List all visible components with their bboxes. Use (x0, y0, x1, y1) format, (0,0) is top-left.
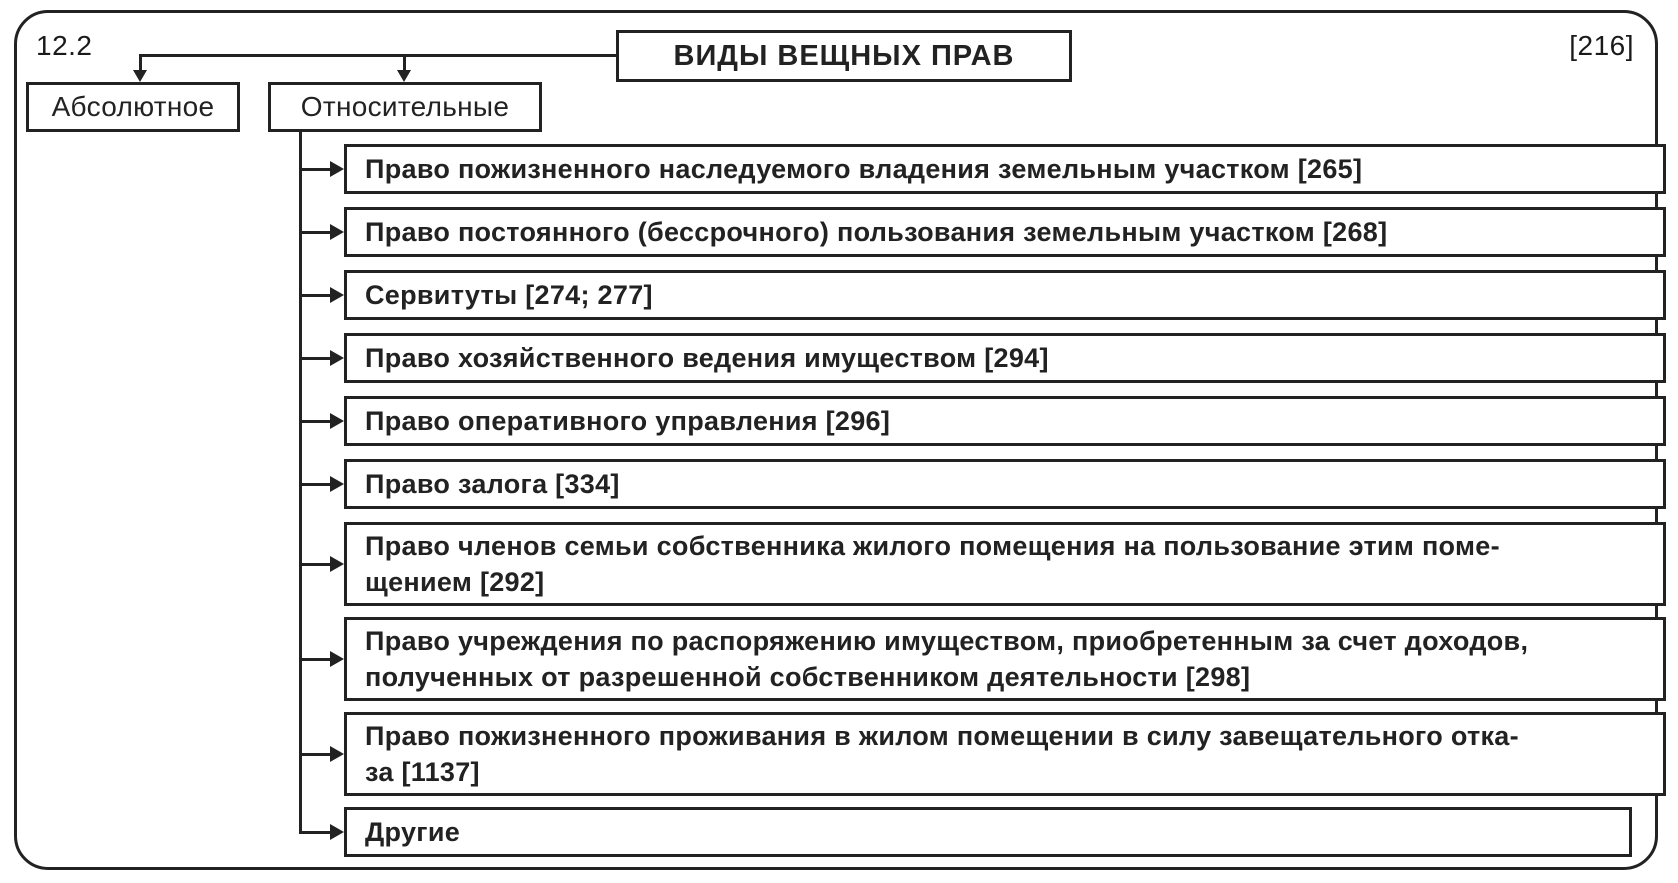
branch-connector (300, 231, 332, 234)
branch-arrow (330, 746, 344, 762)
branch-connector (300, 168, 332, 171)
title-text: ВИДЫ ВЕЩНЫХ ПРАВ (673, 40, 1015, 72)
branch-arrow (330, 287, 344, 303)
title-connector-horizontal (140, 54, 618, 57)
title-box (616, 30, 1072, 82)
branch-connector (300, 658, 332, 661)
branch-arrow (330, 824, 344, 840)
relative-item-label: Другие (365, 817, 461, 847)
relative-label: Относительные (300, 91, 510, 122)
relative-item-box (344, 712, 1666, 796)
relative-item-label: Право хозяйственного ведения имуществом [294] (365, 343, 1049, 373)
relative-item-label: Право оперативного управления [296] (365, 406, 891, 436)
branch-arrow (330, 161, 344, 177)
branch-connector (300, 753, 332, 756)
branch-connector (300, 420, 332, 423)
relative-item-label: Право залога [334] (365, 469, 620, 499)
branch-arrow (330, 350, 344, 366)
branch-arrow (330, 651, 344, 667)
relative-item-box (344, 333, 1666, 383)
relative-item-label: Сервитуты [274; 277] (365, 280, 653, 310)
figure-number: 12.2 (36, 30, 93, 61)
relative-arrow (397, 70, 411, 82)
branch-connector (300, 563, 332, 566)
relative-item-label: Право пожизненного наследуемого владения земельным участком [265] (365, 154, 1363, 184)
branch-arrow (330, 476, 344, 492)
relative-item-box (344, 396, 1666, 446)
branch-arrow (330, 224, 344, 240)
relative-item-box (344, 617, 1666, 701)
relative-item-label: Право членов семьи собственника жилого помещения на пользование этим поме- щением [292] (365, 531, 1500, 597)
relative-item-label: Право постоянного (бессрочного) пользования земельным участком [268] (365, 217, 1388, 247)
page-reference: [216] (1569, 30, 1634, 61)
relative-item-label: Право пожизненного проживания в жилом помещении в силу завещательного отка- за [1137] (365, 721, 1519, 787)
branch-connector (300, 831, 332, 834)
relative-item-label: Право учреждения по распоряжению имуществом, приобретенным за счет доходов, полученных от разрешенной собственником деятельности [298] (365, 626, 1529, 692)
branch-connector (300, 294, 332, 297)
branch-connector (300, 483, 332, 486)
relative-item-box (344, 144, 1666, 194)
absolute-box (26, 82, 240, 132)
branch-arrow (330, 556, 344, 572)
absolute-label: Абсолютное (51, 91, 215, 122)
branch-arrow (330, 413, 344, 429)
relative-item-box (344, 459, 1666, 509)
relative-item-box (344, 207, 1666, 257)
absolute-arrow (133, 70, 147, 82)
relative-item-box (344, 807, 1632, 857)
relative-box (268, 82, 542, 132)
relative-item-box (344, 270, 1666, 320)
branch-connector (300, 357, 332, 360)
relative-item-box (344, 522, 1666, 606)
